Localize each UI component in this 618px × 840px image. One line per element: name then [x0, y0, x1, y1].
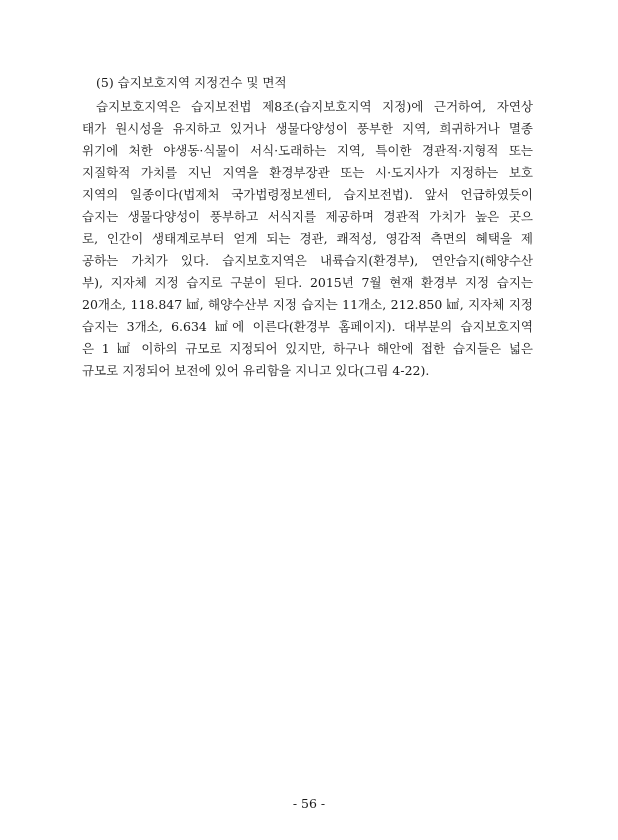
paragraph-line: 태가 원시성을 유지하고 있거나 생물다양성이 풍부한 지역, 희귀하거나 멸종	[82, 121, 533, 136]
paragraph-line: 습지보호지역은 습지보전법 제8조(습지보호지역 지정)에 근거하여, 자연상	[96, 99, 533, 114]
section-body	[82, 96, 533, 382]
paragraph-line: 습지는 생물다양성이 풍부하고 서식지를 제공하며 경관적 가치가 높은 곳으	[82, 209, 533, 224]
page-number: - 56 -	[292, 796, 326, 811]
paragraph-line: 지질학적 가치를 지닌 지역을 환경부장관 또는 시·도지사가 지정하는 보호	[82, 165, 533, 180]
paragraph-line: 지역의 일종이다(법제처 국가법령정보센터, 습지보전법). 앞서 언급하였듯이	[82, 187, 533, 202]
paragraph-line: 습지는 3개소, 6.634 ㎢에 이른다(환경부 홈페이지). 대부분의 습지보호지역	[82, 319, 533, 334]
section-heading: (5) 습지보호지역 지정건수 및 면적	[96, 75, 287, 90]
paragraph-line: 공하는 가치가 있다. 습지보호지역은 내륙습지(환경부), 연안습지(해양수산	[82, 253, 533, 268]
paragraph-line: 로, 인간이 생태계로부터 얻게 되는 경관, 쾌적성, 영감적 측면의 혜택을 제	[82, 231, 533, 246]
paragraph-line: 위기에 처한 야생동·식물이 서식·도래하는 지역, 특이한 경관적·지형적 또는	[82, 143, 533, 158]
paragraph-line: 20개소, 118.847 ㎢, 해양수산부 지정 습지는 11개소, 212.850 ㎢, 지자체 지정	[82, 297, 533, 312]
paragraph-line: 규모로 지정되어 보전에 있어 유리함을 지니고 있다(그림 4-22).	[82, 363, 430, 378]
paragraph-line: 부), 지자체 지정 습지로 구분이 된다. 2015년 7월 현재 환경부 지정 습지는	[82, 275, 533, 290]
paragraph-line: 은 1 ㎢ 이하의 규모로 지정되어 있지만, 하구나 해안에 접한 습지들은 넓은	[82, 341, 533, 356]
